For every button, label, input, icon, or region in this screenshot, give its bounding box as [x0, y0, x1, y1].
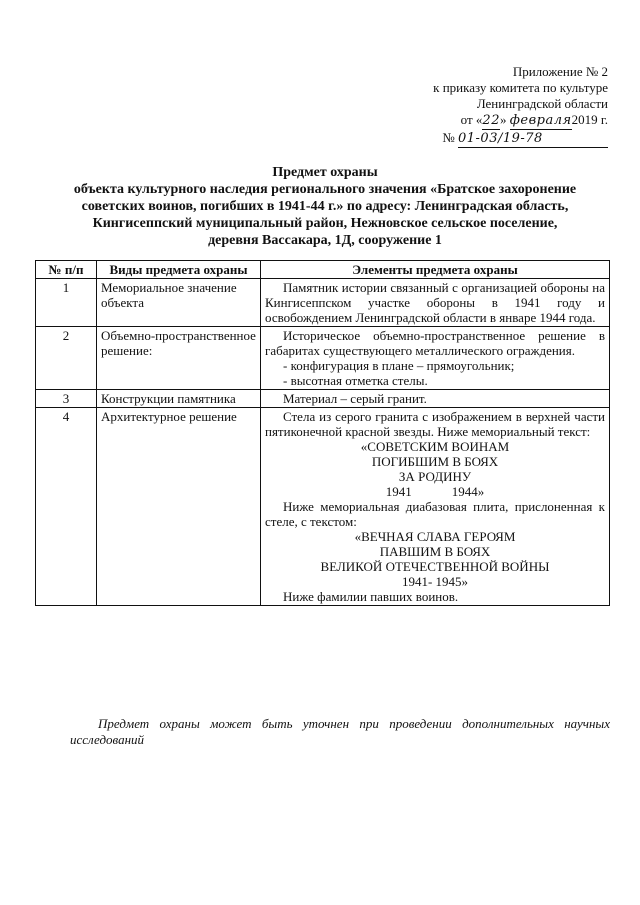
row-num: 3 [36, 390, 97, 408]
row-text: Ниже мемориальная диабазовая плита, прислоненная к стеле, с текстом: [265, 499, 605, 529]
row-num: 2 [36, 327, 97, 390]
row-kind: Конструкции памятника [97, 390, 261, 408]
appendix-order: к приказу комитета по культуре [433, 80, 608, 95]
header-num: № п/п [36, 261, 97, 279]
row-num: 4 [36, 408, 97, 606]
table-row [36, 408, 610, 606]
inscription-year-end: 1944» [451, 484, 485, 499]
row-kind: Мемориальное значение объекта [97, 279, 261, 327]
title-line-5: деревня Вассакара, 1Д, сооружение 1 [208, 233, 442, 248]
row-num: 1 [36, 279, 97, 327]
protection-table [35, 260, 610, 606]
row-text: Историческое объемно-пространственное решение в габаритах существующего металлического ограждения. [265, 328, 605, 358]
footnote [70, 716, 610, 748]
header-kind: Виды предмета охраны [97, 261, 261, 279]
inscription-line: «СОВЕТСКИМ ВОИНАМ [360, 439, 510, 454]
row-text: Материал – серый гранит. [261, 390, 610, 408]
header-elements: Элементы предмета охраны [261, 261, 610, 279]
document-title [40, 164, 610, 249]
date-month: февраля [509, 113, 572, 128]
title-line-4: Кингисеппский муниципальный район, Нежновское сельское поселение, [92, 216, 558, 231]
row-content [261, 408, 610, 606]
table-row [36, 327, 610, 390]
title-line-3: советских воинов, погибших в 1941-44 г.» по адресу: Ленинградская область, [81, 199, 569, 214]
inscription-year-start: 1941 [385, 484, 412, 499]
number-value: 01-03/19-78 [458, 131, 608, 148]
date-day: 22 [482, 113, 500, 128]
inscription-line: «ВЕЧНАЯ СЛАВА ГЕРОЯМ [354, 529, 516, 544]
row-text: Стела из серого гранита с изображением в верхней части пятиконечной красной звезды. Ниже мемориальный текст: [265, 409, 605, 439]
appendix-title: Приложение № 2 [512, 64, 608, 79]
row-content [261, 327, 610, 390]
table-row [36, 390, 610, 408]
appendix-number [400, 130, 608, 148]
appendix-block [400, 64, 608, 148]
inscription-years: 1941- 1945» [401, 574, 469, 589]
appendix-region: Ленинградской области [476, 96, 608, 111]
date-mid: » [499, 112, 510, 127]
number-prefix: № [442, 130, 458, 145]
row-text: Памятник истории связанный с организацией обороны на Кингисеппском участке обороны в 1941 году и освобождением Ленинградской области в январе 1944 года. [261, 279, 610, 327]
row-kind: Объемно-пространственное решение: [97, 327, 261, 390]
row-list-item: - высотная отметка стелы. [283, 373, 428, 388]
table-header-row [36, 261, 610, 279]
row-text: Ниже фамилии павших воинов. [283, 589, 459, 604]
inscription-line: ПАВШИМ В БОЯХ [379, 544, 491, 559]
inscription-line: ЗА РОДИНУ [398, 469, 472, 484]
date-prefix: от « [460, 112, 483, 127]
inscription-line: ПОГИБШИМ В БОЯХ [371, 454, 499, 469]
row-list-item: - конфигурация в плане – прямоугольник; [283, 358, 515, 373]
footnote-text: Предмет охраны может быть уточнен при проведении дополнительных научных исследований [70, 716, 610, 747]
row-kind: Архитектурное решение [97, 408, 261, 606]
inscription-line: ВЕЛИКОЙ ОТЕЧЕСТВЕННОЙ ВОЙНЫ [320, 559, 550, 574]
table-row [36, 279, 610, 327]
title-line-2: объекта культурного наследия регионального значения «Братское захоронение [73, 182, 577, 197]
inscription-years [265, 484, 605, 499]
appendix-date [400, 112, 608, 130]
date-suffix: 2019 г. [571, 112, 608, 127]
title-line-1: Предмет охраны [272, 165, 378, 180]
